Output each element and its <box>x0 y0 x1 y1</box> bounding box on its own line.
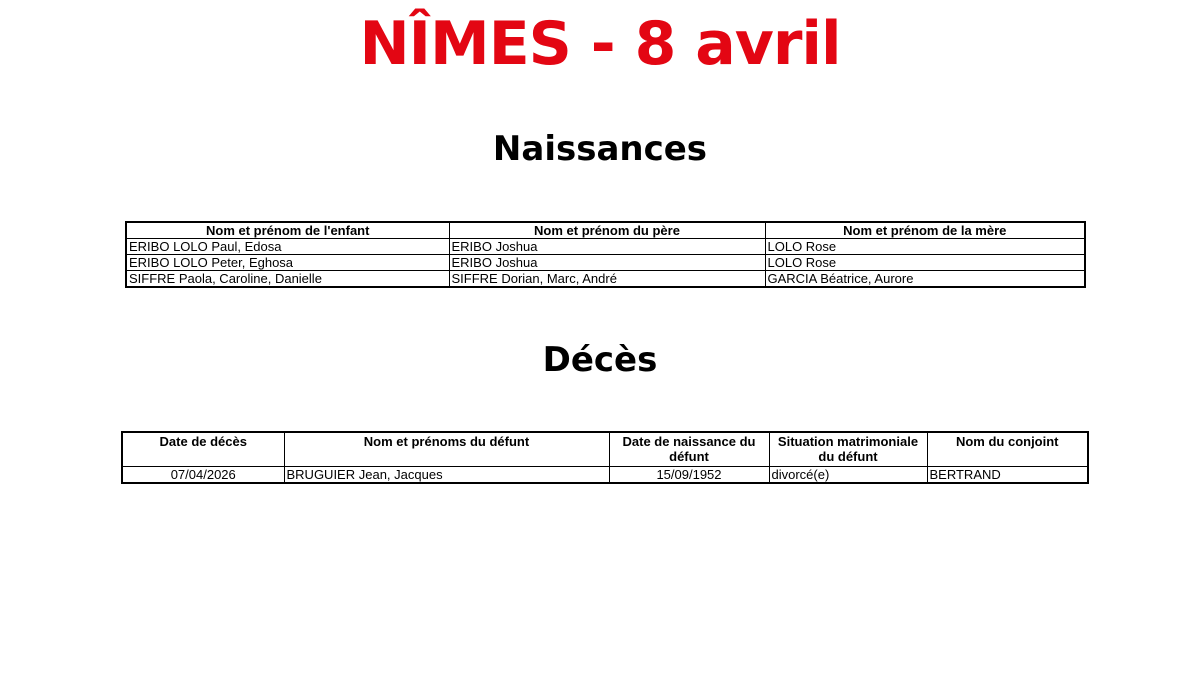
mother-name: LOLO Rose <box>765 239 1085 255</box>
table-row <box>122 467 1088 484</box>
deaths-col-birth-date: Date de naissance du défunt <box>609 432 769 467</box>
births-col-child: Nom et prénom de l'enfant <box>126 222 449 239</box>
spouse-name: BERTRAND <box>927 467 1088 484</box>
mother-name: LOLO Rose <box>765 255 1085 271</box>
births-table <box>125 221 1086 288</box>
deaths-table <box>121 431 1089 484</box>
father-name: ERIBO Joshua <box>449 255 765 271</box>
deaths-col-marital-status: Situation matrimoniale du défunt <box>769 432 927 467</box>
child-name: SIFFRE Paola, Caroline, Danielle <box>126 271 449 288</box>
births-col-father: Nom et prénom du père <box>449 222 765 239</box>
table-row <box>126 271 1085 288</box>
births-col-mother: Nom et prénom de la mère <box>765 222 1085 239</box>
father-name: ERIBO Joshua <box>449 239 765 255</box>
deaths-col-deceased-name: Nom et prénoms du défunt <box>284 432 609 467</box>
deaths-heading: Décès <box>542 340 658 380</box>
deceased-name: BRUGUIER Jean, Jacques <box>284 467 609 484</box>
child-name: ERIBO LOLO Peter, Eghosa <box>126 255 449 271</box>
mother-name: GARCIA Béatrice, Aurore <box>765 271 1085 288</box>
child-name: ERIBO LOLO Paul, Edosa <box>126 239 449 255</box>
births-header-row <box>126 222 1085 239</box>
births-heading: Naissances <box>492 129 708 169</box>
marital-status: divorcé(e) <box>769 467 927 484</box>
father-name: SIFFRE Dorian, Marc, André <box>449 271 765 288</box>
table-row <box>126 239 1085 255</box>
page-title: NÎMES - 8 avril <box>359 9 841 79</box>
table-row <box>126 255 1085 271</box>
death-date: 07/04/2026 <box>122 467 284 484</box>
deaths-header-row <box>122 432 1088 467</box>
deaths-col-death-date: Date de décès <box>122 432 284 467</box>
deaths-col-spouse: Nom du conjoint <box>927 432 1088 467</box>
birth-date: 15/09/1952 <box>609 467 769 484</box>
